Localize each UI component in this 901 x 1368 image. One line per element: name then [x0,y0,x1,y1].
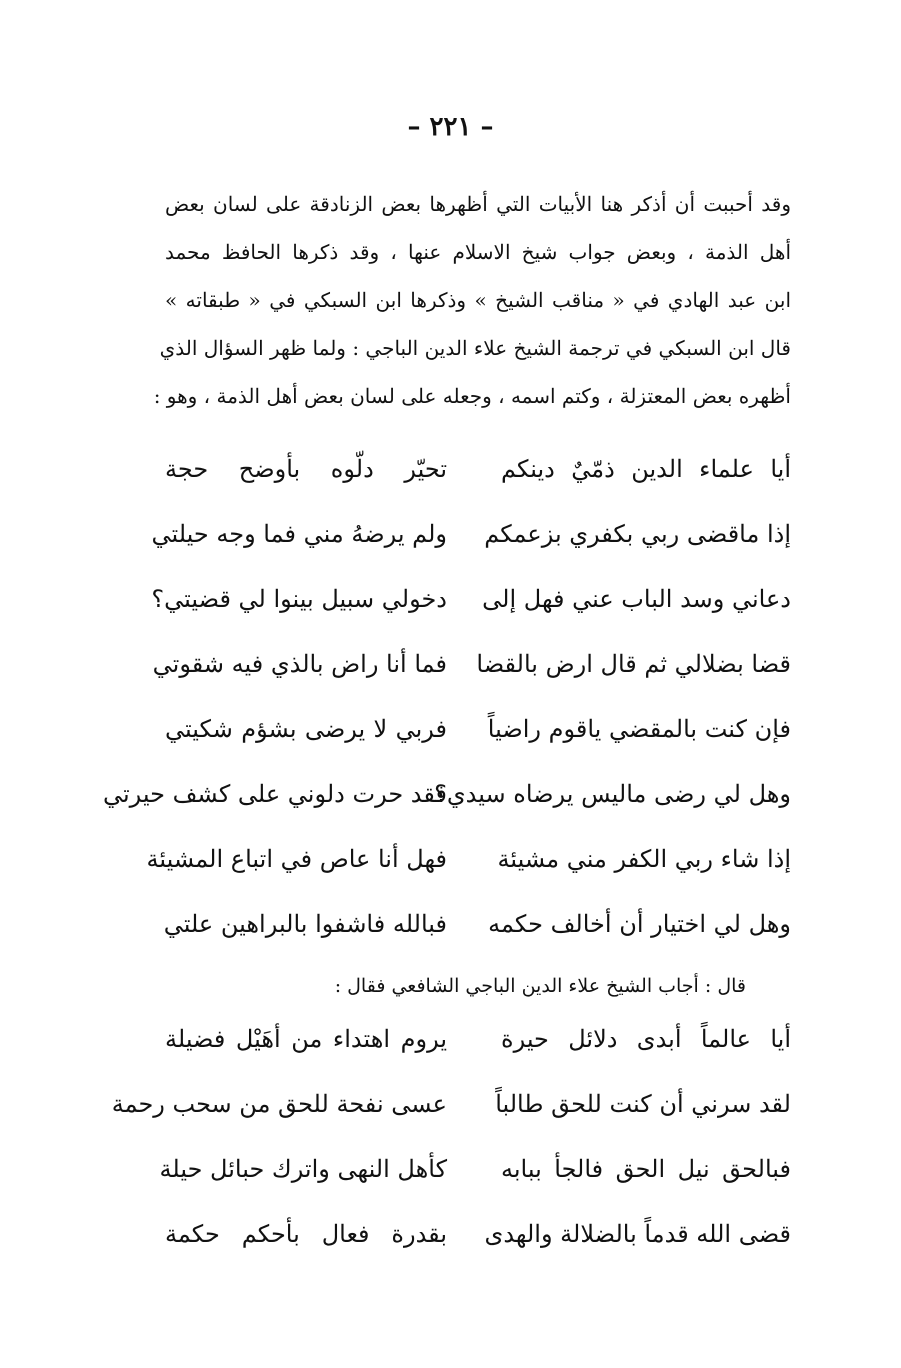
page-number: – ٢٢١ – [407,112,494,142]
verse [165,891,791,956]
first-hemistich: إذا ماقضى ربي بكفري بزعمكم [484,519,791,548]
second-hemistich: كأهل النهى واترك حبائل حيلة [159,1154,447,1183]
question-poem [102,436,791,956]
answer-intro-line: قال : أجاب الشيخ علاء الدين الباجي الشافعي فقال : [334,975,746,997]
second-hemistich: فهل أنا عاص في اتباع المشيئة [146,844,447,873]
second-hemistich: ولم يرضهُ مني فما وجه حيلتي [151,519,447,548]
verse [102,761,791,826]
first-hemistich: وهل لي اختيار أن أخالف حكمه [488,909,791,938]
verse [152,631,791,696]
first-hemistich: فإن كنت بالمقضي ياقوم راضياً [487,714,791,743]
intro-line: ابن عبد الهادي في « مناقب الشيخ » وذكرها ابن السبكي في « طبقاته » [165,288,791,312]
verse [165,1201,791,1266]
verse [165,696,791,761]
first-hemistich: قضى الله قدماً بالضلالة والهدى [484,1219,791,1248]
answer-intro [165,962,791,1010]
first-hemistich: وهل لي رضى ماليس يرضاه سيدي؟ [434,779,791,808]
second-hemistich: بقدرة فعال بأحكم حكمة [165,1219,447,1248]
intro-line: وقد أحببت أن أذكر هنا الأبيات التي أظهرها بعض الزنادقة على لسان بعض [165,192,791,216]
intro-line: أهل الذمة ، وبعض جواب شيخ الاسلام عنها ، وقد ذكرها الحافظ محمد [165,240,791,264]
intro-paragraph [153,180,791,420]
first-hemistich: أيا عالماً أبدى دلائل حيرة [501,1024,791,1053]
first-hemistich: إذا شاء ربي الكفر مني مشيئة [497,844,791,873]
first-hemistich: لقد سرني أن كنت للحق طالباً [495,1089,791,1118]
second-hemistich: فربي لا يرضى بشؤم شكيتي [165,714,447,743]
verse [146,826,791,891]
verse [111,1071,791,1136]
first-hemistich: دعاني وسد الباب عني فهل إلى [482,584,791,613]
first-hemistich: قضا بضلالي ثم قال ارض بالقضا [476,649,791,678]
first-hemistich: فبالحق نيل الحق فالجأ ببابه [501,1154,791,1183]
verse [151,501,791,566]
first-hemistich: أيا علماء الدين ذمّيٌ دينكم [501,454,791,483]
intro-line: قال ابن السبكي في ترجمة الشيخ علاء الدين الباجي : ولما ظهر السؤال الذي [159,336,791,360]
verse [165,1006,791,1071]
second-hemistich: فما أنا راض بالذي فيه شقوتي [152,649,447,678]
second-hemistich: دخولي سبيل بينوا لي قضيتي؟ [151,584,447,613]
second-hemistich: فقد حرت دلوني على كشف حيرتي [102,779,447,808]
verse [151,566,791,631]
second-hemistich: فبالله فاشفوا بالبراهين علتي [163,909,447,938]
second-hemistich: تحيّر دلّوه بأوضح حجة [165,454,447,483]
answer-poem [111,1006,791,1266]
verse [165,436,791,501]
second-hemistich: يروم اهتداء من أهَيْل فضيلة [165,1024,447,1053]
verse [159,1136,791,1201]
intro-line: أظهره بعض المعتزلة ، وكتم اسمه ، وجعله على لسان بعض أهل الذمة ، وهو : [153,384,791,408]
second-hemistich: عسى نفحة للحق من سحب رحمة [111,1089,447,1118]
